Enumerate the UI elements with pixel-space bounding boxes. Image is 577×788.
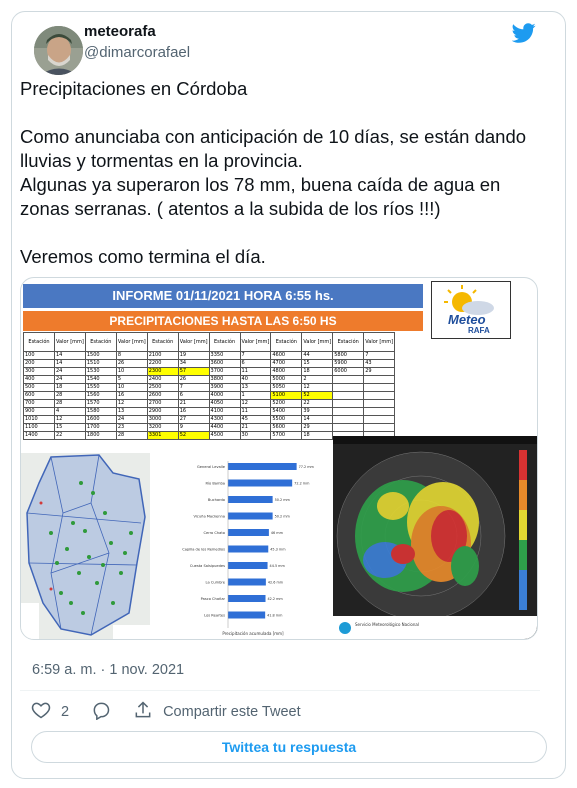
chart-axis-title: Precipitación acumulada [mm] bbox=[222, 631, 284, 636]
table-cell: 28 bbox=[55, 400, 86, 408]
table-cell: 600 bbox=[24, 392, 55, 400]
report-subtitle-banner: PRECIPITACIONES HASTA LAS 6:50 HS bbox=[23, 311, 423, 331]
table-cell: 4800 bbox=[271, 368, 302, 376]
accumulated-precipitation-chart bbox=[158, 453, 316, 640]
table-cell: 24 bbox=[55, 368, 86, 376]
table-cell: 2100 bbox=[147, 352, 178, 360]
table-cell: 6 bbox=[178, 392, 209, 400]
user-handle[interactable]: @dimarcorafael bbox=[84, 44, 191, 61]
table-cell: 5700 bbox=[271, 432, 302, 440]
table-cell: 5500 bbox=[271, 416, 302, 424]
bar bbox=[228, 612, 265, 619]
display-name[interactable]: meteorafa bbox=[84, 23, 156, 40]
bar-category-label: Cuesta Salsipuedes bbox=[189, 564, 225, 568]
table-cell: 12 bbox=[116, 400, 147, 408]
bar-value-label: 42.6 mm bbox=[267, 580, 284, 585]
table-cell: 8 bbox=[116, 352, 147, 360]
table-cell bbox=[364, 392, 395, 400]
bar-category-label: Cerro Chato bbox=[203, 531, 225, 535]
table-cell bbox=[333, 424, 364, 432]
report-title-banner: INFORME 01/11/2021 HORA 6:55 hs. bbox=[23, 284, 423, 308]
table-cell: 4700 bbox=[271, 360, 302, 368]
table-cell: 3800 bbox=[209, 376, 240, 384]
table-cell: 26 bbox=[178, 376, 209, 384]
bar-value-label: 45.3 mm bbox=[270, 547, 286, 552]
table-cell: 200 bbox=[24, 360, 55, 368]
table-cell: 21 bbox=[240, 424, 271, 432]
table-row bbox=[24, 368, 395, 376]
table-cell: 4400 bbox=[209, 424, 240, 432]
share-icon[interactable] bbox=[133, 700, 153, 724]
table-header-cell: Estación bbox=[85, 333, 116, 352]
table-cell: 900 bbox=[24, 408, 55, 416]
table-cell bbox=[364, 384, 395, 392]
table-cell: 14 bbox=[302, 416, 333, 424]
like-count: 2 bbox=[61, 704, 70, 720]
table-cell: 19 bbox=[178, 352, 209, 360]
table-cell: 4300 bbox=[209, 416, 240, 424]
table-cell: 5600 bbox=[271, 424, 302, 432]
table-cell: 52 bbox=[302, 392, 333, 400]
bar-category-label: Los Reartes bbox=[204, 613, 225, 618]
table-cell: 700 bbox=[24, 400, 55, 408]
share-label[interactable]: Compartir este Tweet bbox=[163, 704, 301, 720]
table-cell: 1550 bbox=[85, 384, 116, 392]
table-header-cell: Valor [mm] bbox=[55, 333, 86, 352]
table-cell: 4050 bbox=[209, 400, 240, 408]
table-cell: 18 bbox=[302, 432, 333, 440]
table-cell: 34 bbox=[178, 360, 209, 368]
table-cell: 5900 bbox=[333, 360, 364, 368]
table-cell: 28 bbox=[116, 432, 147, 440]
table-cell bbox=[333, 408, 364, 416]
table-cell: 22 bbox=[302, 400, 333, 408]
bar-value-label: 41.8 mm bbox=[267, 613, 283, 618]
table-cell: 1500 bbox=[85, 352, 116, 360]
table-cell: 1100 bbox=[24, 424, 55, 432]
twitter-bird-icon[interactable] bbox=[512, 21, 536, 45]
table-cell: 45 bbox=[240, 416, 271, 424]
table-header-cell: Valor [mm] bbox=[364, 333, 395, 352]
table-cell bbox=[364, 376, 395, 384]
radar-image bbox=[333, 436, 537, 640]
bar bbox=[228, 529, 269, 536]
table-cell: 23 bbox=[116, 424, 147, 432]
table-cell: 2 bbox=[302, 376, 333, 384]
table-cell: 4000 bbox=[209, 392, 240, 400]
bar bbox=[228, 496, 273, 503]
table-cell: 7 bbox=[364, 352, 395, 360]
table-cell: 2700 bbox=[147, 400, 178, 408]
table-cell: 57 bbox=[178, 368, 209, 376]
table-cell: 3900 bbox=[209, 384, 240, 392]
table-header-cell: Estación bbox=[209, 333, 240, 352]
table-cell: 14 bbox=[55, 360, 86, 368]
table-cell: 29 bbox=[302, 424, 333, 432]
table-cell: 1580 bbox=[85, 408, 116, 416]
bar bbox=[228, 562, 268, 569]
table-row bbox=[24, 392, 395, 400]
bar bbox=[228, 546, 268, 553]
table-cell bbox=[333, 400, 364, 408]
table-cell: 5100 bbox=[271, 392, 302, 400]
bar bbox=[228, 513, 273, 520]
table-cell: 10 bbox=[116, 368, 147, 376]
table-cell: 22 bbox=[55, 432, 86, 440]
table-cell: 52 bbox=[178, 432, 209, 440]
logo-text: Meteo bbox=[448, 312, 486, 327]
table-cell: 400 bbox=[24, 376, 55, 384]
bar-category-label: Buchardo bbox=[207, 498, 225, 502]
meteorafa-logo bbox=[431, 281, 511, 339]
table-cell bbox=[364, 424, 395, 432]
radar-caption: Servicio Meteorológico Nacional bbox=[355, 622, 419, 627]
table-cell: 1400 bbox=[24, 432, 55, 440]
table-cell: 2200 bbox=[147, 360, 178, 368]
table-cell: 1530 bbox=[85, 368, 116, 376]
table-cell: 9 bbox=[178, 424, 209, 432]
table-cell: 27 bbox=[178, 416, 209, 424]
table-cell: 13 bbox=[240, 384, 271, 392]
table-cell bbox=[333, 416, 364, 424]
table-cell: 2500 bbox=[147, 384, 178, 392]
table-cell: 24 bbox=[55, 376, 86, 384]
table-cell: 11 bbox=[240, 408, 271, 416]
table-cell: 2900 bbox=[147, 408, 178, 416]
table-cell: 3200 bbox=[147, 424, 178, 432]
table-cell: 3301 bbox=[147, 432, 178, 440]
table-cell: 11 bbox=[240, 368, 271, 376]
table-cell bbox=[364, 416, 395, 424]
table-cell: 4500 bbox=[209, 432, 240, 440]
table-cell: 40 bbox=[240, 376, 271, 384]
logo-subtext: RAFA bbox=[468, 326, 490, 335]
table-row bbox=[24, 376, 395, 384]
table-cell: 1600 bbox=[85, 416, 116, 424]
table-cell: 5400 bbox=[271, 408, 302, 416]
table-cell: 5050 bbox=[271, 384, 302, 392]
table-cell: 10 bbox=[116, 384, 147, 392]
table-row bbox=[24, 384, 395, 392]
table-header-cell: Valor [mm] bbox=[178, 333, 209, 352]
table-cell: 5 bbox=[116, 376, 147, 384]
table-cell: 5000 bbox=[271, 376, 302, 384]
table-cell: 1560 bbox=[85, 392, 116, 400]
table-header-row bbox=[24, 333, 395, 352]
table-cell: 43 bbox=[364, 360, 395, 368]
table-cell: 5200 bbox=[271, 400, 302, 408]
table-cell: 500 bbox=[24, 384, 55, 392]
bar-category-label: Capilla de los Remedios bbox=[182, 547, 225, 552]
table-cell: 2300 bbox=[147, 368, 178, 376]
table-cell: 1700 bbox=[85, 424, 116, 432]
tweet-timestamp[interactable]: 6:59 a. m. · 1 nov. 2021 bbox=[32, 662, 185, 678]
table-cell: 6 bbox=[240, 360, 271, 368]
table-cell: 2400 bbox=[147, 376, 178, 384]
table-cell: 15 bbox=[55, 424, 86, 432]
tweet-actions bbox=[31, 702, 323, 722]
table-cell: 29 bbox=[364, 368, 395, 376]
bar-value-label: 77.2 mm bbox=[298, 465, 314, 469]
table-cell bbox=[333, 376, 364, 384]
table-cell: 7 bbox=[178, 384, 209, 392]
bar bbox=[228, 595, 266, 602]
sun-cloud-icon bbox=[432, 282, 512, 316]
table-cell: 300 bbox=[24, 368, 55, 376]
table-row bbox=[24, 416, 395, 424]
table-header-cell: Estación bbox=[147, 333, 178, 352]
table-cell: 18 bbox=[55, 384, 86, 392]
table-cell: 16 bbox=[116, 392, 147, 400]
table-cell: 12 bbox=[55, 416, 86, 424]
table-row bbox=[24, 408, 395, 416]
table-row bbox=[24, 424, 395, 432]
reply-button[interactable]: Twittea tu respuesta bbox=[31, 731, 547, 763]
table-cell: 4600 bbox=[271, 352, 302, 360]
bar-category-label: Vicuña Mackenna bbox=[193, 514, 225, 519]
table-header-cell: Valor [mm] bbox=[302, 333, 333, 352]
table-cell: 30 bbox=[240, 432, 271, 440]
table-body bbox=[24, 352, 395, 440]
bar-value-label: 72.2 mm bbox=[294, 481, 310, 486]
table-header-cell: Valor [mm] bbox=[240, 333, 271, 352]
bar-category-label: Río Bamba bbox=[205, 481, 225, 486]
table-cell: 28 bbox=[55, 392, 86, 400]
table-cell: 6000 bbox=[333, 368, 364, 376]
table-cell: 12 bbox=[240, 400, 271, 408]
table-row bbox=[24, 400, 395, 408]
table-cell: 39 bbox=[302, 408, 333, 416]
table-header-cell: Estación bbox=[24, 333, 55, 352]
table-cell: 1 bbox=[240, 392, 271, 400]
table-cell: 1010 bbox=[24, 416, 55, 424]
table-cell: 24 bbox=[116, 416, 147, 424]
table-cell: 1540 bbox=[85, 376, 116, 384]
table-row bbox=[24, 360, 395, 368]
heart-icon[interactable] bbox=[31, 700, 51, 724]
bar-category-label: General Levalle bbox=[197, 465, 225, 469]
table-cell: 14 bbox=[55, 352, 86, 360]
bar bbox=[228, 463, 297, 470]
bar-value-label: 44.5 mm bbox=[269, 564, 285, 568]
table-cell: 100 bbox=[24, 352, 55, 360]
table-header-cell: Estación bbox=[271, 333, 302, 352]
table-cell: 21 bbox=[178, 400, 209, 408]
avatar[interactable] bbox=[34, 26, 83, 75]
tweet-text: Precipitaciones en Córdoba Como anunciaba con anticipación de 10 días, se están dando lluvias y tormentas en la provincia. Algunas ya superaron los 78 mm, buena caída de agua en zonas serranas. ( atentos a la subida de los ríos !!!) Veremos como termina el día. bbox=[20, 78, 527, 267]
table-cell bbox=[364, 408, 395, 416]
table-cell: 18 bbox=[302, 368, 333, 376]
tweet-media-image[interactable] bbox=[20, 277, 538, 640]
table-cell: 15 bbox=[302, 360, 333, 368]
bar-category-label: La Cumbre bbox=[205, 580, 225, 585]
table-cell: 5800 bbox=[333, 352, 364, 360]
table-cell: 26 bbox=[116, 360, 147, 368]
table-cell: 13 bbox=[116, 408, 147, 416]
bar-value-label: 42.2 mm bbox=[267, 597, 283, 601]
table-cell: 1800 bbox=[85, 432, 116, 440]
bar bbox=[228, 480, 292, 487]
bar-value-label: 50.2 mm bbox=[274, 514, 290, 519]
table-cell: 44 bbox=[302, 352, 333, 360]
table-header-cell: Estación bbox=[333, 333, 364, 352]
precipitation-table bbox=[23, 332, 395, 440]
table-cell: 2600 bbox=[147, 392, 178, 400]
reply-action[interactable] bbox=[91, 700, 111, 724]
table-cell: 12 bbox=[302, 384, 333, 392]
bar-value-label: 46 mm bbox=[270, 531, 283, 535]
table-cell: 3350 bbox=[209, 352, 240, 360]
table-cell: 4 bbox=[55, 408, 86, 416]
table-cell: 3700 bbox=[209, 368, 240, 376]
table-cell bbox=[364, 400, 395, 408]
table-cell bbox=[333, 384, 364, 392]
bar-category-label: Pasco Chañar bbox=[200, 597, 225, 601]
table-cell: 3000 bbox=[147, 416, 178, 424]
table-cell bbox=[333, 392, 364, 400]
province-map bbox=[21, 453, 150, 640]
bar-chart-svg bbox=[158, 453, 316, 640]
table-cell: 4100 bbox=[209, 408, 240, 416]
table-cell: 1570 bbox=[85, 400, 116, 408]
share-action[interactable] bbox=[133, 700, 301, 724]
table-row bbox=[24, 352, 395, 360]
divider bbox=[20, 690, 540, 691]
like-action[interactable] bbox=[31, 700, 69, 724]
table-cell: 1510 bbox=[85, 360, 116, 368]
comment-icon[interactable] bbox=[91, 700, 111, 724]
bar-value-label: 50.2 mm bbox=[274, 498, 290, 502]
table-cell: 16 bbox=[178, 408, 209, 416]
bar bbox=[228, 579, 266, 586]
table-cell: 7 bbox=[240, 352, 271, 360]
table-cell: 3600 bbox=[209, 360, 240, 368]
table-header-cell: Valor [mm] bbox=[116, 333, 147, 352]
